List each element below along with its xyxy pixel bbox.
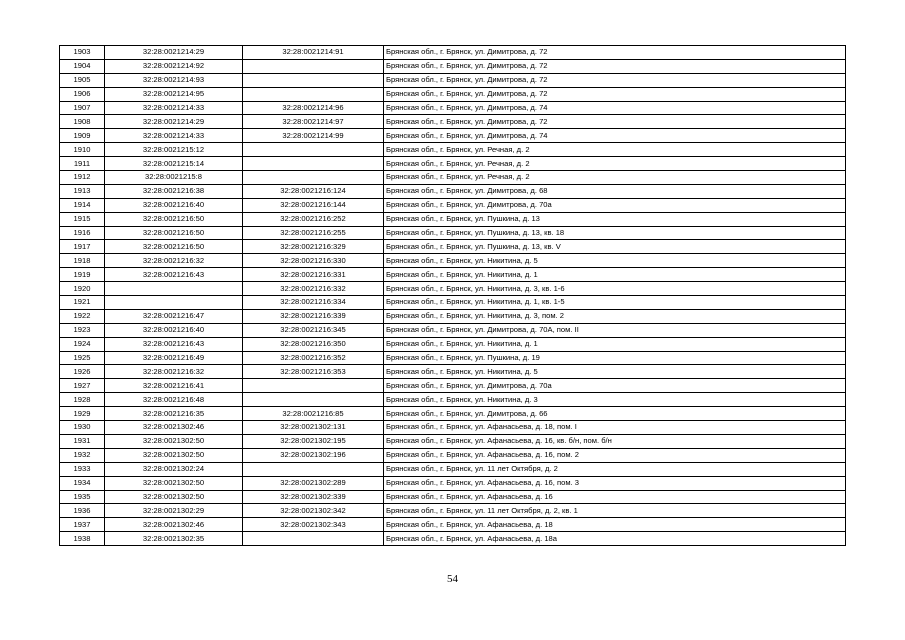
address-cell: Брянская обл., г. Брянск, ул. Пушкина, д. 13, кв. V [384,240,846,254]
address-cell: Брянская обл., г. Брянск, ул. Димитрова, д. 70А, пом. II [384,323,846,337]
row-number-cell: 1916 [60,226,105,240]
building-cadastral-number-cell: 32:28:0021216:255 [243,226,384,240]
land-plot-cadastral-number-cell: 32:28:0021216:49 [105,351,243,365]
address-cell: Брянская обл., г. Брянск, ул. Афанасьева, д. 16, кв. б/н, пом. б/н [384,434,846,448]
building-cadastral-number-cell: 32:28:0021216:124 [243,184,384,198]
land-plot-cadastral-number-cell: 32:28:0021214:92 [105,59,243,73]
building-cadastral-number-cell [243,532,384,546]
building-cadastral-number-cell: 32:28:0021216:252 [243,212,384,226]
address-cell: Брянская обл., г. Брянск, ул. Афанасьева, д. 18а [384,532,846,546]
row-number-cell: 1930 [60,421,105,435]
building-cadastral-number-cell [243,143,384,157]
building-cadastral-number-cell: 32:28:0021214:96 [243,101,384,115]
row-number-cell: 1904 [60,59,105,73]
row-number-cell: 1918 [60,254,105,268]
land-plot-cadastral-number-cell: 32:28:0021302:50 [105,476,243,490]
table-row [60,268,846,282]
building-cadastral-number-cell: 32:28:0021302:343 [243,518,384,532]
land-plot-cadastral-number-cell: 32:28:0021216:48 [105,393,243,407]
land-plot-cadastral-number-cell: 32:28:0021302:50 [105,448,243,462]
building-cadastral-number-cell: 32:28:0021216:345 [243,323,384,337]
building-cadastral-number-cell: 32:28:0021302:342 [243,504,384,518]
table-row [60,504,846,518]
row-number-cell: 1915 [60,212,105,226]
row-number-cell: 1913 [60,184,105,198]
row-number-cell: 1905 [60,73,105,87]
land-plot-cadastral-number-cell: 32:28:0021216:40 [105,323,243,337]
building-cadastral-number-cell [243,462,384,476]
table-row [60,198,846,212]
land-plot-cadastral-number-cell: 32:28:0021214:95 [105,87,243,101]
table-body [60,46,846,546]
table-row [60,309,846,323]
building-cadastral-number-cell [243,393,384,407]
address-cell: Брянская обл., г. Брянск, ул. Пушкина, д. 19 [384,351,846,365]
row-number-cell: 1924 [60,337,105,351]
land-plot-cadastral-number-cell: 32:28:0021216:32 [105,254,243,268]
land-plot-cadastral-number-cell: 32:28:0021302:24 [105,462,243,476]
land-plot-cadastral-number-cell: 32:28:0021216:32 [105,365,243,379]
building-cadastral-number-cell: 32:28:0021216:85 [243,407,384,421]
address-cell: Брянская обл., г. Брянск, ул. Никитина, д. 5 [384,254,846,268]
table-row [60,351,846,365]
table-row [60,129,846,143]
land-plot-cadastral-number-cell: 32:28:0021215:8 [105,171,243,185]
building-cadastral-number-cell: 32:28:0021216:332 [243,282,384,296]
row-number-cell: 1903 [60,46,105,60]
address-cell: Брянская обл., г. Брянск, ул. Никитина, д. 3, пом. 2 [384,309,846,323]
land-plot-cadastral-number-cell: 32:28:0021302:50 [105,434,243,448]
row-number-cell: 1921 [60,296,105,310]
address-cell: Брянская обл., г. Брянск, ул. Афанасьева, д. 16 [384,490,846,504]
address-cell: Брянская обл., г. Брянск, ул. Никитина, д. 1 [384,337,846,351]
address-cell: Брянская обл., г. Брянск, ул. Никитина, д. 1, кв. 1-5 [384,296,846,310]
row-number-cell: 1927 [60,379,105,393]
building-cadastral-number-cell [243,87,384,101]
address-cell: Брянская обл., г. Брянск, ул. Пушкина, д. 13 [384,212,846,226]
table-row [60,73,846,87]
row-number-cell: 1934 [60,476,105,490]
address-cell: Брянская обл., г. Брянск, ул. Афанасьева, д. 16, пом. 2 [384,448,846,462]
row-number-cell: 1926 [60,365,105,379]
row-number-cell: 1932 [60,448,105,462]
building-cadastral-number-cell: 32:28:0021216:350 [243,337,384,351]
row-number-cell: 1920 [60,282,105,296]
building-cadastral-number-cell: 32:28:0021302:131 [243,421,384,435]
table-row [60,184,846,198]
building-cadastral-number-cell: 32:28:0021216:331 [243,268,384,282]
address-cell: Брянская обл., г. Брянск, ул. Димитрова, д. 72 [384,73,846,87]
address-cell: Брянская обл., г. Брянск, ул. Пушкина, д. 13, кв. 18 [384,226,846,240]
building-cadastral-number-cell [243,379,384,393]
land-plot-cadastral-number-cell: 32:28:0021216:43 [105,337,243,351]
address-cell: Брянская обл., г. Брянск, ул. Димитрова, д. 72 [384,87,846,101]
land-plot-cadastral-number-cell: 32:28:0021302:46 [105,421,243,435]
building-cadastral-number-cell: 32:28:0021214:99 [243,129,384,143]
address-cell: Брянская обл., г. Брянск, ул. 11 лет Октября, д. 2 [384,462,846,476]
row-number-cell: 1907 [60,101,105,115]
table-row [60,101,846,115]
cadastral-register-table [59,45,846,546]
row-number-cell: 1935 [60,490,105,504]
land-plot-cadastral-number-cell: 32:28:0021214:29 [105,46,243,60]
table-row [60,46,846,60]
building-cadastral-number-cell: 32:28:0021302:289 [243,476,384,490]
land-plot-cadastral-number-cell: 32:28:0021216:50 [105,226,243,240]
building-cadastral-number-cell: 32:28:0021216:352 [243,351,384,365]
table-row [60,282,846,296]
address-cell: Брянская обл., г. Брянск, ул. Никитина, д. 3, кв. 1-6 [384,282,846,296]
table-row [60,490,846,504]
table-row [60,365,846,379]
address-cell: Брянская обл., г. Брянск, ул. 11 лет Октября, д. 2, кв. 1 [384,504,846,518]
table-row [60,143,846,157]
building-cadastral-number-cell: 32:28:0021216:144 [243,198,384,212]
row-number-cell: 1937 [60,518,105,532]
table-row [60,171,846,185]
row-number-cell: 1922 [60,309,105,323]
address-cell: Брянская обл., г. Брянск, ул. Димитрова, д. 72 [384,115,846,129]
address-cell: Брянская обл., г. Брянск, ул. Речная, д. 2 [384,171,846,185]
land-plot-cadastral-number-cell: 32:28:0021216:38 [105,184,243,198]
address-cell: Брянская обл., г. Брянск, ул. Димитрова, д. 68 [384,184,846,198]
table-row [60,421,846,435]
land-plot-cadastral-number-cell: 32:28:0021216:43 [105,268,243,282]
table-row [60,476,846,490]
table-row [60,157,846,171]
table-row [60,393,846,407]
address-cell: Брянская обл., г. Брянск, ул. Афанасьева, д. 16, пом. 3 [384,476,846,490]
page-number: 54 [447,573,458,585]
row-number-cell: 1914 [60,198,105,212]
land-plot-cadastral-number-cell: 32:28:0021302:50 [105,490,243,504]
address-cell: Брянская обл., г. Брянск, ул. Никитина, д. 3 [384,393,846,407]
land-plot-cadastral-number-cell: 32:28:0021214:93 [105,73,243,87]
table-row [60,462,846,476]
land-plot-cadastral-number-cell [105,282,243,296]
address-cell: Брянская обл., г. Брянск, ул. Димитрова, д. 72 [384,59,846,73]
building-cadastral-number-cell: 32:28:0021216:339 [243,309,384,323]
address-cell: Брянская обл., г. Брянск, ул. Димитрова, д. 74 [384,129,846,143]
building-cadastral-number-cell: 32:28:0021214:97 [243,115,384,129]
building-cadastral-number-cell: 32:28:0021216:329 [243,240,384,254]
address-cell: Брянская обл., г. Брянск, ул. Никитина, д. 5 [384,365,846,379]
building-cadastral-number-cell: 32:28:0021216:353 [243,365,384,379]
address-cell: Брянская обл., г. Брянск, ул. Афанасьева, д. 18 [384,518,846,532]
land-plot-cadastral-number-cell: 32:28:0021216:47 [105,309,243,323]
table-row [60,254,846,268]
table-row [60,296,846,310]
land-plot-cadastral-number-cell: 32:28:0021302:46 [105,518,243,532]
row-number-cell: 1933 [60,462,105,476]
row-number-cell: 1906 [60,87,105,101]
table-row [60,115,846,129]
address-cell: Брянская обл., г. Брянск, ул. Речная, д. 2 [384,143,846,157]
building-cadastral-number-cell: 32:28:0021216:330 [243,254,384,268]
address-cell: Брянская обл., г. Брянск, ул. Димитрова, д. 74 [384,101,846,115]
land-plot-cadastral-number-cell: 32:28:0021214:33 [105,129,243,143]
row-number-cell: 1919 [60,268,105,282]
table-row [60,532,846,546]
address-cell: Брянская обл., г. Брянск, ул. Речная, д. 2 [384,157,846,171]
table-row [60,226,846,240]
row-number-cell: 1929 [60,407,105,421]
address-cell: Брянская обл., г. Брянск, ул. Димитрова, д. 72 [384,46,846,60]
table-row [60,87,846,101]
table-row [60,323,846,337]
land-plot-cadastral-number-cell: 32:28:0021216:35 [105,407,243,421]
building-cadastral-number-cell [243,59,384,73]
address-cell: Брянская обл., г. Брянск, ул. Димитрова, д. 66 [384,407,846,421]
land-plot-cadastral-number-cell: 32:28:0021215:12 [105,143,243,157]
row-number-cell: 1928 [60,393,105,407]
row-number-cell: 1909 [60,129,105,143]
table-row [60,407,846,421]
table-row [60,212,846,226]
row-number-cell: 1917 [60,240,105,254]
land-plot-cadastral-number-cell: 32:28:0021216:50 [105,240,243,254]
land-plot-cadastral-number-cell: 32:28:0021216:41 [105,379,243,393]
row-number-cell: 1938 [60,532,105,546]
building-cadastral-number-cell: 32:28:0021214:91 [243,46,384,60]
row-number-cell: 1925 [60,351,105,365]
row-number-cell: 1912 [60,171,105,185]
table-row [60,434,846,448]
table-row [60,448,846,462]
row-number-cell: 1911 [60,157,105,171]
address-cell: Брянская обл., г. Брянск, ул. Димитрова, д. 70а [384,198,846,212]
table-row [60,518,846,532]
land-plot-cadastral-number-cell: 32:28:0021214:33 [105,101,243,115]
building-cadastral-number-cell [243,73,384,87]
land-plot-cadastral-number-cell: 32:28:0021214:29 [105,115,243,129]
land-plot-cadastral-number-cell: 32:28:0021216:40 [105,198,243,212]
building-cadastral-number-cell [243,157,384,171]
table-row [60,240,846,254]
row-number-cell: 1931 [60,434,105,448]
address-cell: Брянская обл., г. Брянск, ул. Димитрова, д. 70а [384,379,846,393]
land-plot-cadastral-number-cell: 32:28:0021216:50 [105,212,243,226]
row-number-cell: 1936 [60,504,105,518]
land-plot-cadastral-number-cell: 32:28:0021215:14 [105,157,243,171]
building-cadastral-number-cell [243,171,384,185]
table-row [60,337,846,351]
building-cadastral-number-cell: 32:28:0021302:196 [243,448,384,462]
address-cell: Брянская обл., г. Брянск, ул. Никитина, д. 1 [384,268,846,282]
building-cadastral-number-cell: 32:28:0021302:339 [243,490,384,504]
land-plot-cadastral-number-cell: 32:28:0021302:35 [105,532,243,546]
land-plot-cadastral-number-cell: 32:28:0021302:29 [105,504,243,518]
address-cell: Брянская обл., г. Брянск, ул. Афанасьева, д. 18, пом. I [384,421,846,435]
row-number-cell: 1908 [60,115,105,129]
land-plot-cadastral-number-cell [105,296,243,310]
table-row [60,379,846,393]
building-cadastral-number-cell: 32:28:0021216:334 [243,296,384,310]
table-row [60,59,846,73]
row-number-cell: 1923 [60,323,105,337]
row-number-cell: 1910 [60,143,105,157]
building-cadastral-number-cell: 32:28:0021302:195 [243,434,384,448]
